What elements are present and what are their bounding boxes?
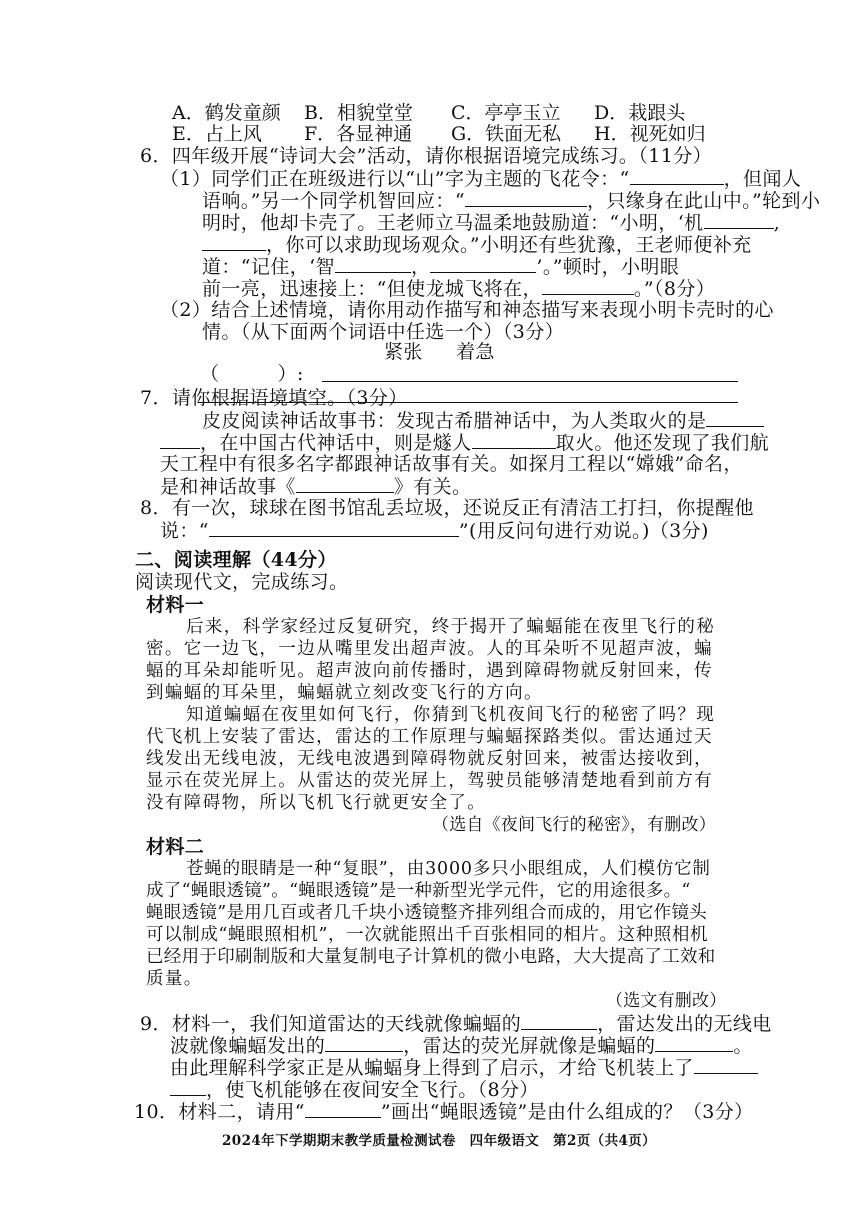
option-b: B．相貌堂堂 [304,102,413,124]
q7-l2-text: ，在中国古代神话中，则是燧人 [200,432,472,454]
material-1-line: 密。它一边飞，一边从嘴里发出超声波。人的耳朵听不见超声波，蝙 [146,639,713,659]
q6-p1-l3-text: 明时，他却卡壳了。王老师立马温柔地鼓励道：“小明，‘机 [202,212,704,234]
material-1-line: 知道蝙蝠在夜里如何飞行，你猜到飞机夜间飞行的秘密了吗？现 [186,705,716,725]
material-1-line: 后来，科学家经过反复研究，终于揭开了蝙蝠能在夜里飞行的秘 [186,617,716,637]
material-1-line: 显示在荧光屏上。从雷达的荧光屏上，驾驶员能够清楚地看到前方有 [146,771,713,791]
answer-blank[interactable] [335,254,411,273]
material-1-line: 蝠的耳朵却能听见。超声波向前传播时，遇到障碍物就反射回来，传 [146,661,713,681]
q6-p1-l5-comma: ， [410,256,431,278]
material-2-title: 材料二 [146,836,205,858]
material-1-line: 到蝙蝠的耳朵里，蝙蝠就立刻改变飞行的方向。 [146,683,543,703]
answer-blank[interactable] [160,430,200,449]
answer-blank[interactable] [296,474,394,493]
q6-p1-l1-text: （1）同学们正在班级进行以“山”字为主题的飞花令：“ [160,168,630,190]
option-c: C．亭亭玉立 [451,102,561,124]
option-d: D．栽跟头 [594,102,686,124]
answer-blank[interactable] [209,518,459,537]
material-1-title: 材料一 [146,594,205,616]
material-2-line: 苍蝇的眼睛是一种“复眼”，由3000多只小眼组成，人们模仿它制 [186,859,711,879]
answer-blank[interactable] [472,430,556,449]
q8-l2-tail: ”(用反问句进行劝说。)（3分) [458,520,709,542]
answer-blank[interactable] [521,1011,597,1030]
material-2-line: 成了“蝇眼透镜”。“蝇眼透镜”是一种新型光学元件，它的用途很多。“ [146,881,691,901]
answer-blank[interactable] [706,408,764,427]
option-e: E．占上风 [172,123,262,145]
q6-p1-l6-tail: 。”（8分） [633,278,716,300]
word-option-2[interactable]: 着急 [456,341,495,363]
section-heading: 二、阅读理解（44分） [135,549,337,571]
answer-blank[interactable] [694,1055,758,1074]
q6-p1-l5-text: 道：“记住，‘智 [202,256,335,278]
answer-blank[interactable] [465,188,587,207]
q9-l2-mid: ，雷达的荧光屏就像是蝙蝠的 [403,1035,656,1057]
option-g: G．铁面无私 [451,123,562,145]
word-option-1[interactable]: 紧张 [384,341,423,363]
material-1-source: （选自《夜间飞行的秘密》，有删改） [432,815,716,835]
option-a: A．鹤发童颜 [172,102,281,124]
q7-stem: 7．请你根据语境填空。（3分） [140,387,408,409]
answer-blank[interactable] [430,254,536,273]
q6-p1-l3-tail: , [773,212,781,234]
page-footer: 2024年下学期期末教学质量检测试卷 四年级语文 第2页（共4页） [222,1133,657,1149]
answer-blank[interactable] [655,1033,733,1052]
q6-p1-l6-text: 前一亮，迅速接上：“但使龙城飞将在， [202,278,542,300]
q6-p1-l1-tail: ，但闻人 [723,168,802,190]
q7-l1-text: 皮皮阅读神话故事书：发现古希腊神话中，为人类取火的是 [202,410,707,432]
q8-line2 [160,518,709,543]
option-f: F．各显神通 [304,123,413,145]
q7-l4-text: 是和神话故事《 [160,476,296,498]
q6-p2-line2: 情。（从下面两个词语中任选一个）（3分） [202,321,565,343]
q9-l2-text: 波就像蝙蝠发出的 [170,1035,326,1057]
q6-p1-l2-text: 语响。”另一个同学机智回应：“ [202,190,465,212]
q9-l3-text: 由此理解科学家正是从蝙蝠身上得到了启示，才给飞机装上了 [170,1057,694,1079]
material-1-line: 代飞机上安装了雷达，雷达的工作原理与蝙蝠探路类似。雷达通过天 [146,727,713,747]
q8-l2-text: 说：“ [160,520,209,542]
q9-l1-tail: ，雷达发出的无线电 [597,1013,772,1035]
q9-l1-text: 9．材料一，我们知道雷达的天线就像蝙蝠的 [140,1013,522,1035]
q8-line1: 8．有一次，球球在图书馆乱丢垃圾，还说反正有清洁工打扫，你提醒他 [140,497,754,519]
answer-blank[interactable] [325,1033,403,1052]
material-1-line: 没有障碍物，所以飞机飞行就更安全了。 [146,793,487,813]
option-h: H．视死如归 [594,123,706,145]
q6-p1-l5-tail: ’。”顿时，小明眼 [536,256,680,278]
answer-blank[interactable] [202,232,266,251]
q7-l4-tail: 》有关。 [393,476,472,498]
q7-l2-tail: 取火。他还发现了我们航 [555,432,770,454]
q6-p1-l2-tail: ，只缘身在此山中。”轮到小 [586,190,821,212]
q9-l4-text: ，使飞机能够在夜间安全飞行。（8分） [206,1079,539,1101]
answer-blank[interactable] [630,166,724,185]
material-1-line: 线发出无线电波，无线电波遇到障碍物就反射回来，被雷达接收到， [146,749,713,769]
answer-blank[interactable] [305,1099,381,1118]
answer-blank[interactable] [704,210,774,229]
material-2-line: 质量。 [146,969,203,989]
q6-p2-line1: （2）结合上述情境，请你用动作描写和神态描写来表现小明卡壳时的心 [160,299,774,321]
material-2-line: 蝇眼透镜”是用几百或者几千块小透镜整齐排列组合而成的，用它作镜头 [146,903,708,923]
question-10 [134,1099,754,1124]
q6-stem: 6．四年级开展“诗词大会”活动，请你根据语境完成练习。（11分） [140,145,712,167]
material-2-source: （选文有删改） [606,991,727,1011]
q10-tail: ”画出“蝇眼透镜”是由什么组成的？（3分） [380,1101,754,1123]
word-choice-paren: （ ）: [200,363,304,385]
section-intro: 阅读现代文，完成练习。 [135,571,349,593]
q6-p1-l4-text: ，你可以求助现场观众。”小明还有些犹豫，王老师便补充 [266,234,752,256]
material-2-line: 可以制成“蝇眼照相机”，一次就能照出千百张相同的相片。这种照相机 [146,925,709,945]
q10-text: 10．材料二，请用“ [134,1101,305,1123]
material-2-line: 已经用于印刷制版和大量复制电子计算机的微小电路，大大提高了工效和 [146,947,716,967]
answer-blank[interactable] [542,276,634,295]
q9-l2-tail: 。 [733,1035,753,1057]
answer-line[interactable] [322,381,738,382]
q7-line3: 天工程中有很多名字都跟神话故事有关。如探月工程以“嫦娥”命名， [160,453,743,475]
answer-blank[interactable] [170,1077,206,1096]
